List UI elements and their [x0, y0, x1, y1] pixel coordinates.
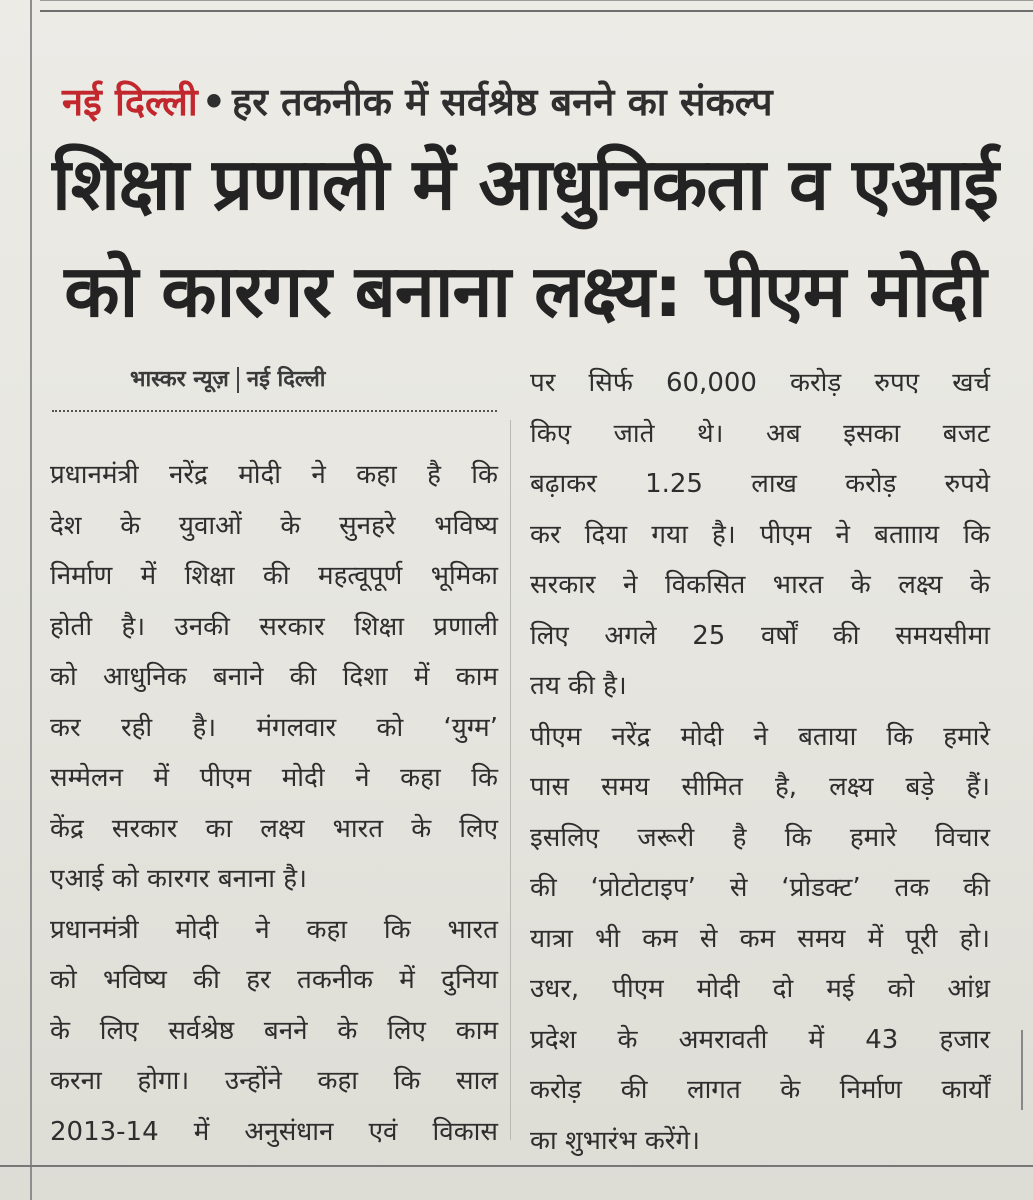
article-line: लिए अगले 25 वर्षों की समयसीमा	[530, 620, 990, 651]
article-line: पीएम नरेंद्र मोदी ने बताया कि हमारे	[530, 721, 990, 752]
article-line: इसलिए जरूरी है कि हमारे विचार	[530, 822, 990, 853]
article-line: को भविष्य की हर तकनीक में दुनिया	[50, 965, 498, 995]
article-line: एआई को कारगर बनाना है।	[50, 864, 307, 894]
article-line: तय की है।	[530, 671, 627, 701]
top-border-line-thin	[40, 0, 1033, 1]
article-column-left	[50, 450, 498, 1157]
article-line: सरकार ने विकसित भारत के लक्ष्य के	[530, 570, 990, 600]
byline-agency: भास्कर न्यूज़	[130, 367, 229, 392]
byline	[130, 362, 470, 398]
right-edge-mark	[1021, 1030, 1027, 1110]
kicker-text: हर तकनीक में सर्वश्रेष्ठ बनने का संकल्प	[232, 80, 773, 124]
article-line: प्रदेश के अमरावती में 43 हजार	[530, 1024, 990, 1055]
column-divider	[510, 420, 511, 1140]
top-border-line	[40, 10, 1033, 12]
byline-dotted-rule	[52, 410, 497, 412]
headline-line-2: को कारगर बनाना लक्ष्य: पीएम मोदी	[64, 249, 986, 333]
article-line: उधर, पीएम मोदी दो मई को आंध्र	[530, 974, 990, 1004]
article-line: किए जाते थे। अब इसका बजट	[530, 418, 990, 449]
byline-place: नई दिल्ली	[246, 367, 326, 392]
article-line: केंद्र सरकार का लक्ष्य भारत के लिए	[50, 813, 498, 844]
kicker-place: नई दिल्ली	[62, 80, 198, 124]
article-column-right	[530, 358, 990, 1166]
article-line: होती है। उनकी सरकार शिक्षा प्रणाली	[50, 611, 498, 642]
article-line: करना होगा। उन्होंने कहा कि साल	[50, 1066, 498, 1096]
article-line: की ‘प्रोटोटाइप’ से ‘प्रोडक्ट’ तक की	[530, 873, 990, 903]
kicker-bullet: •	[201, 80, 227, 124]
headline-line-1: शिक्षा प्रणाली में आधुनिकता व एआई	[52, 142, 998, 226]
article-line: देश के युवाओं के सुनहरे भविष्य	[50, 510, 498, 541]
article-line: पास समय सीमित है, लक्ष्य बड़े हैं।	[530, 772, 990, 802]
byline-separator	[237, 367, 239, 393]
article-line: सम्मेलन में पीएम मोदी ने कहा कि	[50, 763, 498, 793]
article-line: के लिए सर्वश्रेष्ठ बनने के लिए काम	[50, 1015, 498, 1046]
article-line: कर रही है। मंगलवार को ‘युग्म’	[50, 712, 498, 743]
article-line: का शुभारंभ करेंगे।	[530, 1125, 700, 1156]
article-line: प्रधानमंत्री नरेंद्र मोदी ने कहा है कि	[50, 460, 498, 490]
article-line: कर दिया गया है। पीएम ने बताााय कि	[530, 519, 990, 550]
article-line: पर सिर्फ 60,000 करोड़ रुपए खर्च	[530, 368, 990, 398]
article-line: को आधुनिक बनाने की दिशा में काम	[50, 662, 498, 692]
left-border-line	[30, 0, 32, 1200]
article-line: 2013-14 में अनुसंधान एवं विकास	[50, 1116, 498, 1147]
article-line: यात्रा भी कम से कम समय में पूरी हो।	[530, 923, 990, 954]
kicker-line	[62, 72, 1002, 132]
article-line: निर्माण में शिक्षा की महत्वूपूर्ण भूमिका	[50, 561, 498, 591]
article-line: करोड़ की लागत के निर्माण कार्यों	[530, 1075, 990, 1105]
article-line: बढ़ाकर 1.25 लाख करोड़ रुपये	[530, 469, 990, 499]
article-line: प्रधानमंत्री मोदी ने कहा कि भारत	[50, 914, 498, 945]
